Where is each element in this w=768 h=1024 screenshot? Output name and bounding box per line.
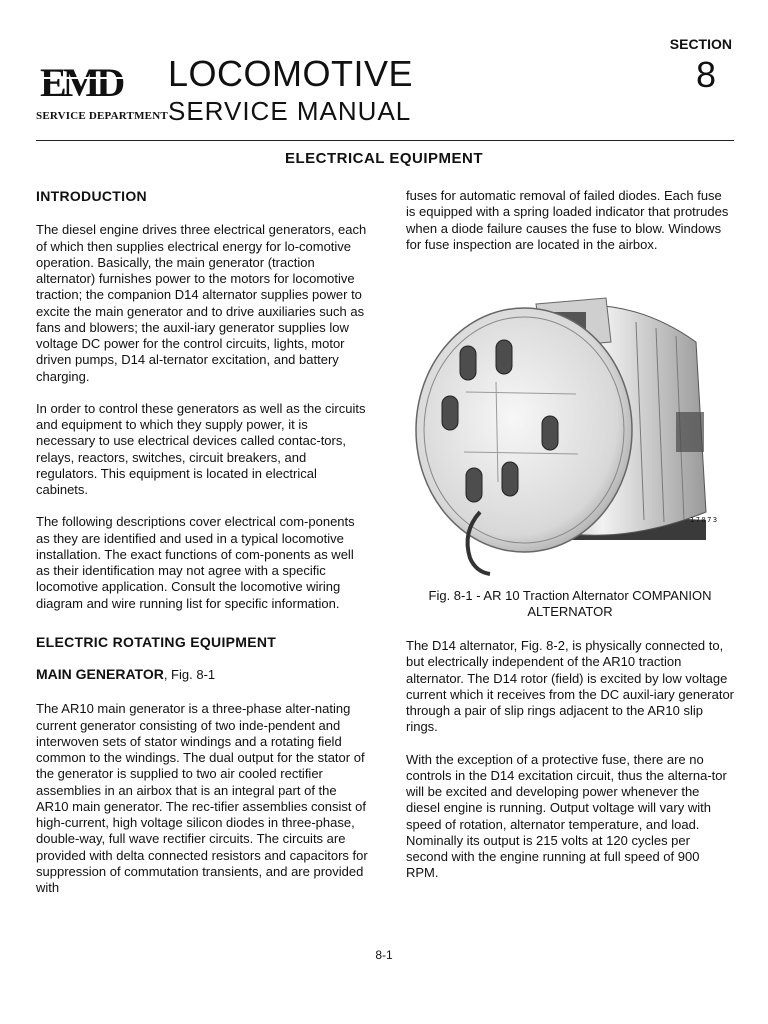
main-generator-figure-ref: , Fig. 8-1	[163, 667, 216, 682]
section-label: SECTION	[669, 36, 732, 52]
left-column	[36, 188, 368, 896]
intro-paragraph-1: The diesel engine drives three electrical generators, each of which then supplies electrical energy for lo-comotive operation. Basically, the main generator (traction alternator) furnishes power to the motors for locomotive traction; the companion D14 alternator supplies power to excite the main generator and to drive auxiliaries such as fans and blowers; the auxil-iary generator supplies low voltage DC power for the control circuits, lights, motor driven pumps, D14 al-ternator excitation, and battery charging.	[36, 222, 367, 384]
header-divider	[36, 140, 734, 141]
intro-paragraph-2: In order to control these generators as well as the circuits and equipment to which they supply power, it is necessary to use electrical devices called contac-tors, relays, reactors, switches, circuit breakers, and regulators. This equipment is located in electrical cabinets.	[36, 400, 366, 497]
d14-paragraph: The D14 alternator, Fig. 8-2, is physically connected to, but electrically independent of the AR10 traction alternator. The D14 rotor (field) is excited by low voltage current which it receives from the DC auxil-iary generator through a pair of slip rings adjacent to the AR10 slip rings.	[406, 638, 735, 735]
emd-logo	[36, 58, 168, 126]
main-generator-paragraph: The AR10 main generator is a three-phase alter-nating current generator consisting of two inde-pendent and interwoven sets of stator windings and a rotating field common to the windings. The dual output for the stator of the generator is supplied to two air cooled rectifier assemblies in an airbox that is an integral part of the AR10 main generator. The rec-tifier assemblies consist of high-current, high voltage silicon diodes in three-phase, double-way, full wave rectifier circuits. The circuits are provided with delta connected resistors and capacitors for suppression of commutation transients, and are provided with	[36, 701, 368, 895]
page-number: 8-1	[375, 948, 393, 962]
page-title: ELECTRICAL EQUIPMENT	[284, 150, 484, 167]
right-column-bottom	[406, 638, 734, 882]
main-generator-heading: MAIN GENERATOR	[36, 666, 164, 682]
right-column-top	[406, 188, 734, 253]
figure-code: 17073	[690, 516, 719, 524]
rotating-equipment-heading: ELECTRIC ROTATING EQUIPMENT	[36, 633, 277, 650]
traction-alternator-photo	[406, 282, 734, 580]
excitation-paragraph: With the exception of a protective fuse, there are no controls in the D14 excitation circuit, thus the alterna-tor will be excited and developing power whenever the diesel engine is running. Output voltage will vary with speed of rotation, alternator temperature, and load. Nominally its output is 215 volts at 120 cycles per second with the engine running at full speed of 900 RPM.	[406, 751, 727, 881]
fuse-paragraph: fuses for automatic removal of failed diodes. Each fuse is equipped with a spring loaded indicator that protrudes when a diode failure causes the fuse to blow. Windows for fuse inspection are located in the airbox.	[406, 188, 729, 252]
emd-logo-mark	[36, 58, 160, 108]
intro-paragraph-3: The following descriptions cover electrical com-ponents as they are identified and used in a typical locomotive installation. The exact functions of com-ponents as well as their identification may not agree with a specific locomotive application. Consult the locomotive wiring diagram and wire running list for specific information.	[36, 514, 355, 611]
section-number: 8	[695, 54, 716, 95]
main-generator-heading-line	[36, 666, 368, 683]
introduction-heading: INTRODUCTION	[36, 188, 147, 204]
logo-letters: EMD	[40, 60, 122, 105]
manual-subtitle: SERVICE MANUAL	[168, 96, 412, 126]
figure-caption: Fig. 8-1 - AR 10 Traction Alternator COMPANION ALTERNATOR	[428, 588, 712, 620]
manual-title: LOCOMOTIVE	[168, 53, 414, 94]
service-department-label: SERVICE DEPARTMENT	[36, 110, 168, 122]
figure-8-1	[406, 282, 734, 580]
